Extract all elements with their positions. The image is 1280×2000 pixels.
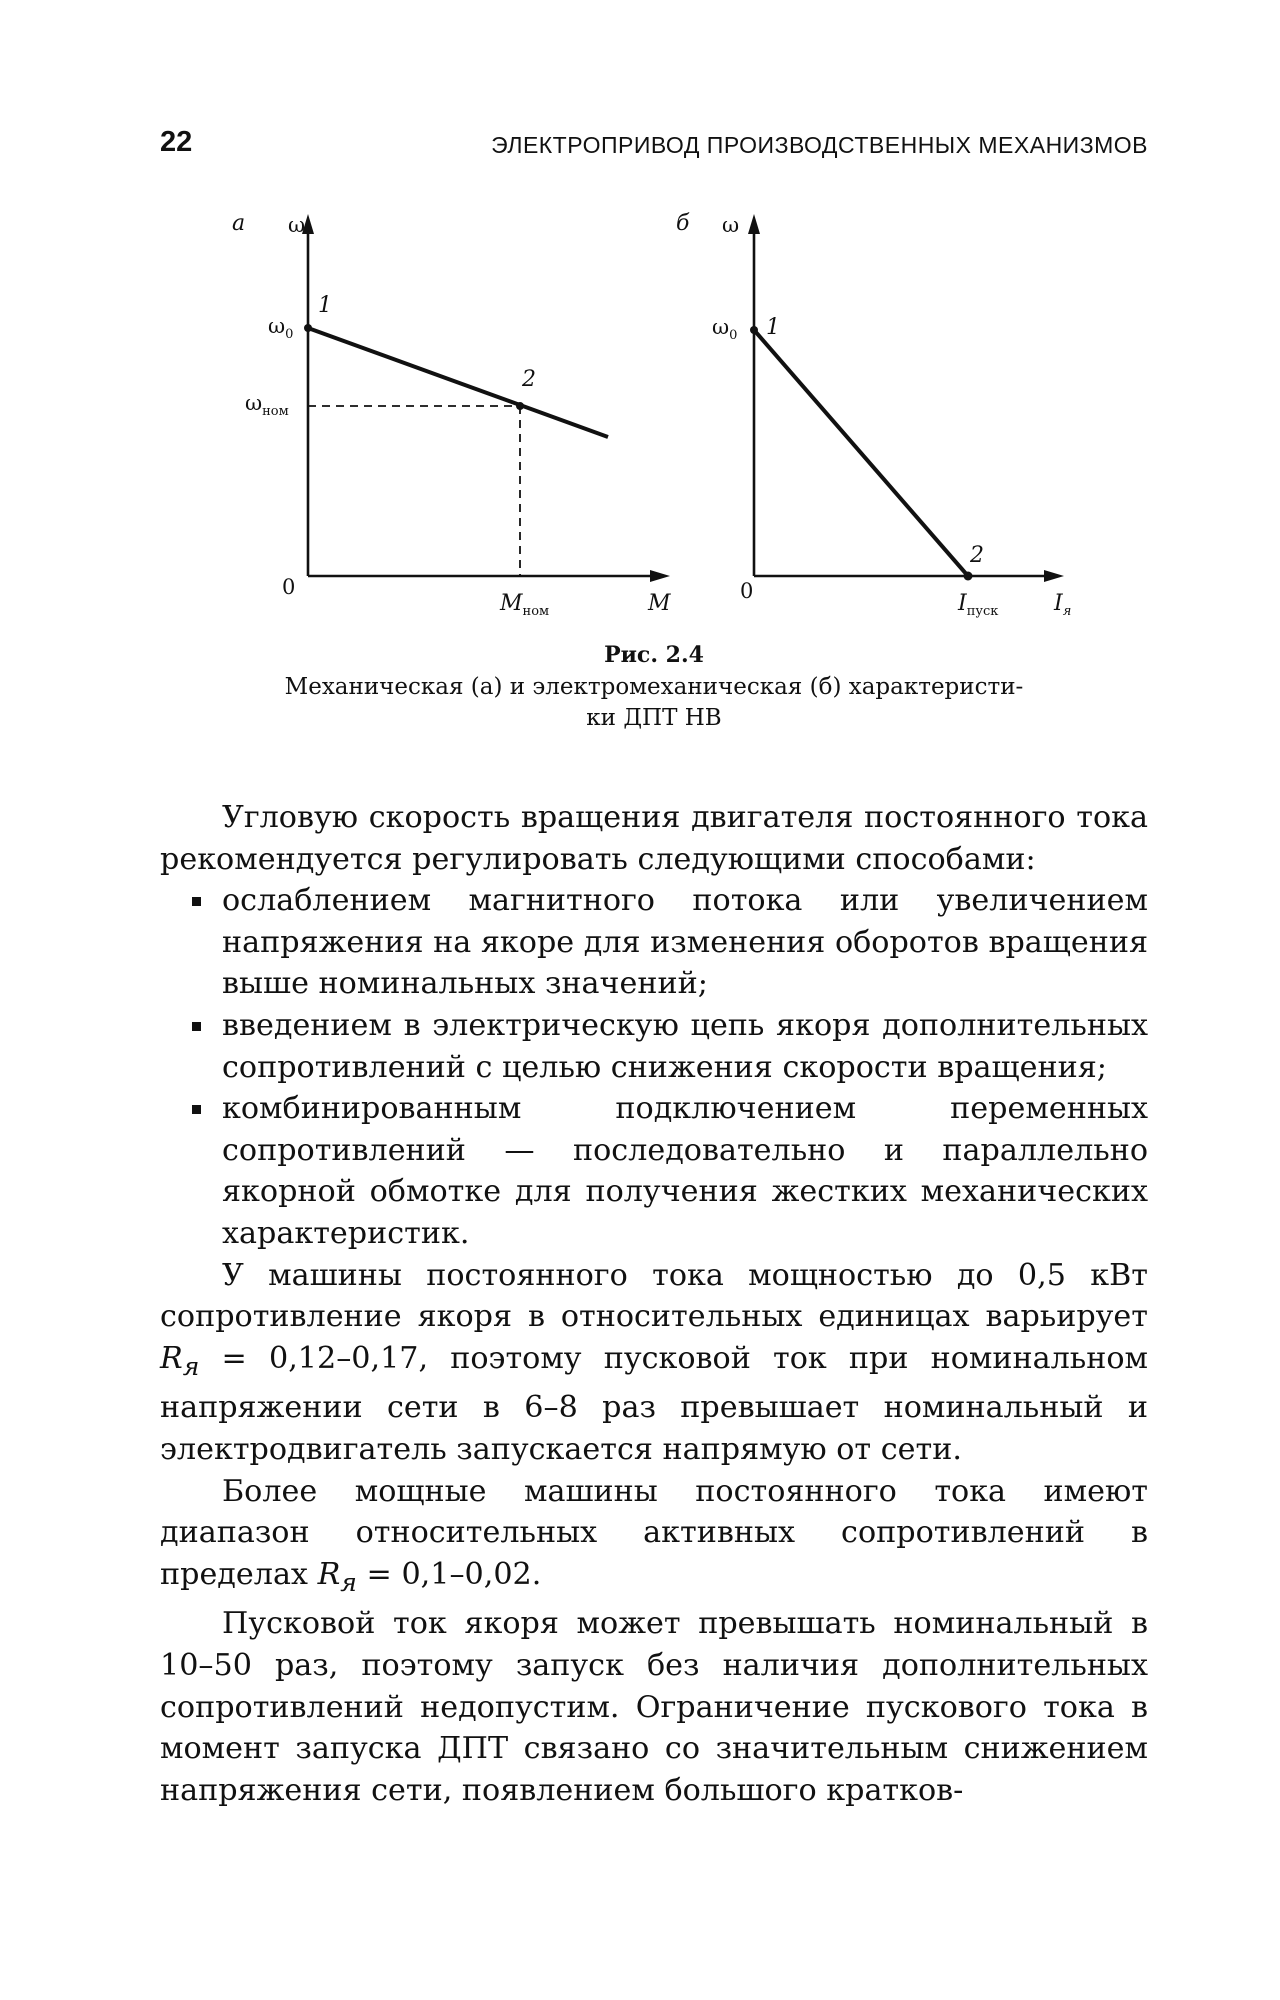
panel-b-letter: б: [676, 211, 690, 236]
panel-b-x-axis-label: $I_я$: [1054, 591, 1072, 619]
figure-caption-line-1: Механическая (а) и электромеханическая (б) характеристи-: [284, 674, 1024, 700]
paragraph-powerful-machines: Более мощные машины постоянного тока имеют диапазон относительных активных сопротивлений в пределах $R_я = 0,1-0,02$.: [160, 1473, 1148, 1597]
figure-caption: [160, 672, 1148, 734]
figure-svg: [160, 200, 1148, 640]
figure-caption-line-2: ки ДПТ НВ: [586, 705, 722, 731]
bullet-marker: [192, 1022, 201, 1031]
bullet-marker: [192, 897, 201, 906]
panel-b-point-2-label: 2: [970, 543, 984, 568]
methods-list: [160, 880, 1148, 1254]
panel-b-point-1-label: 1: [766, 315, 780, 340]
panel-a-origin-label: 0: [282, 575, 296, 599]
list-item: [160, 1005, 1148, 1088]
panel-a-omega0-label: $\omega_0$: [268, 314, 294, 342]
panel-a-letter: а: [232, 211, 246, 236]
panel-a-x-arrow: [650, 570, 670, 582]
list-item: [160, 1088, 1148, 1254]
panel-a-characteristic-line: [308, 328, 608, 437]
paragraph-intro: Угловую скорость вращения двигателя постоянного тока рекомендуется регулировать следующими способами:: [160, 800, 1148, 877]
list-item-text: комбинированным подключением переменных сопротивлений — последовательно и параллельно якорной обмотке для получения жестких механических характеристик.: [222, 1091, 1148, 1251]
panel-a-point-2-label: 2: [522, 367, 536, 392]
panel-a-x-axis-label: M: [648, 591, 671, 616]
panel-a-point-1: [304, 324, 312, 332]
panel-a-omega-nom-label: $\omega_{ном}$: [245, 391, 289, 419]
bullet-marker: [192, 1105, 201, 1114]
figure-2-4: [160, 200, 1148, 740]
panel-b-y-axis-label: ω: [722, 213, 740, 237]
panel-b-y-arrow: [748, 214, 760, 234]
running-head: [160, 122, 1148, 166]
panel-a-y-axis-label: ω: [288, 213, 306, 237]
running-title: ЭЛЕКТРОПРИВОД ПРОИЗВОДСТВЕННЫХ МЕХАНИЗМОВ: [491, 132, 1148, 158]
list-item: [160, 880, 1148, 1005]
panel-b-point-1: [750, 326, 758, 334]
panel-b-characteristic-line: [754, 330, 968, 576]
list-item-text: ослаблением магнитного потока или увеличением напряжения на якоре для изменения оборотов вращения выше номинальных значений;: [222, 883, 1148, 1002]
chart-b: [676, 211, 1071, 619]
panel-b-x-arrow: [1044, 570, 1064, 582]
page-number: 22: [160, 126, 193, 158]
panel-a-m-nom-label: $M_{ном}$: [500, 591, 550, 619]
figure-label: Рис. 2.4: [604, 642, 704, 668]
panel-b-point-2: [964, 572, 973, 581]
panel-b-i-start-label: $I_{пуск}$: [958, 591, 999, 619]
panel-a-point-1-label: 1: [318, 293, 332, 318]
paragraph-starting-current: Пусковой ток якоря может превышать номинальный в 10–50 раз, поэтому запуск без наличия дополнительных сопротивлений недопустим. Ограничение пускового тока в момент запуска ДПТ связано со значительным снижением напряжения сети, появлением большого кратков-: [160, 1606, 1148, 1808]
chart-a: [232, 211, 671, 619]
body-text: [160, 797, 1148, 1811]
list-item-text: введением в электрическую цепь якоря дополнительных сопротивлений с целью снижения скорости вращения;: [222, 1007, 1148, 1085]
paragraph-small-machines: У машины постоянного тока мощностью до 0,5 кВт сопротивление якоря в относительных единицах варьирует $R_я = 0,12-0,17$, поэтому пусковой ток при номинальном напряжении сети в 6–8 раз превышает номинальный и электродвигатель запускается напрямую от сети.: [160, 1257, 1148, 1467]
panel-a-point-2: [516, 402, 524, 410]
panel-b-omega0-label: $\omega_0$: [712, 315, 738, 343]
panel-b-origin-label: 0: [740, 579, 754, 603]
